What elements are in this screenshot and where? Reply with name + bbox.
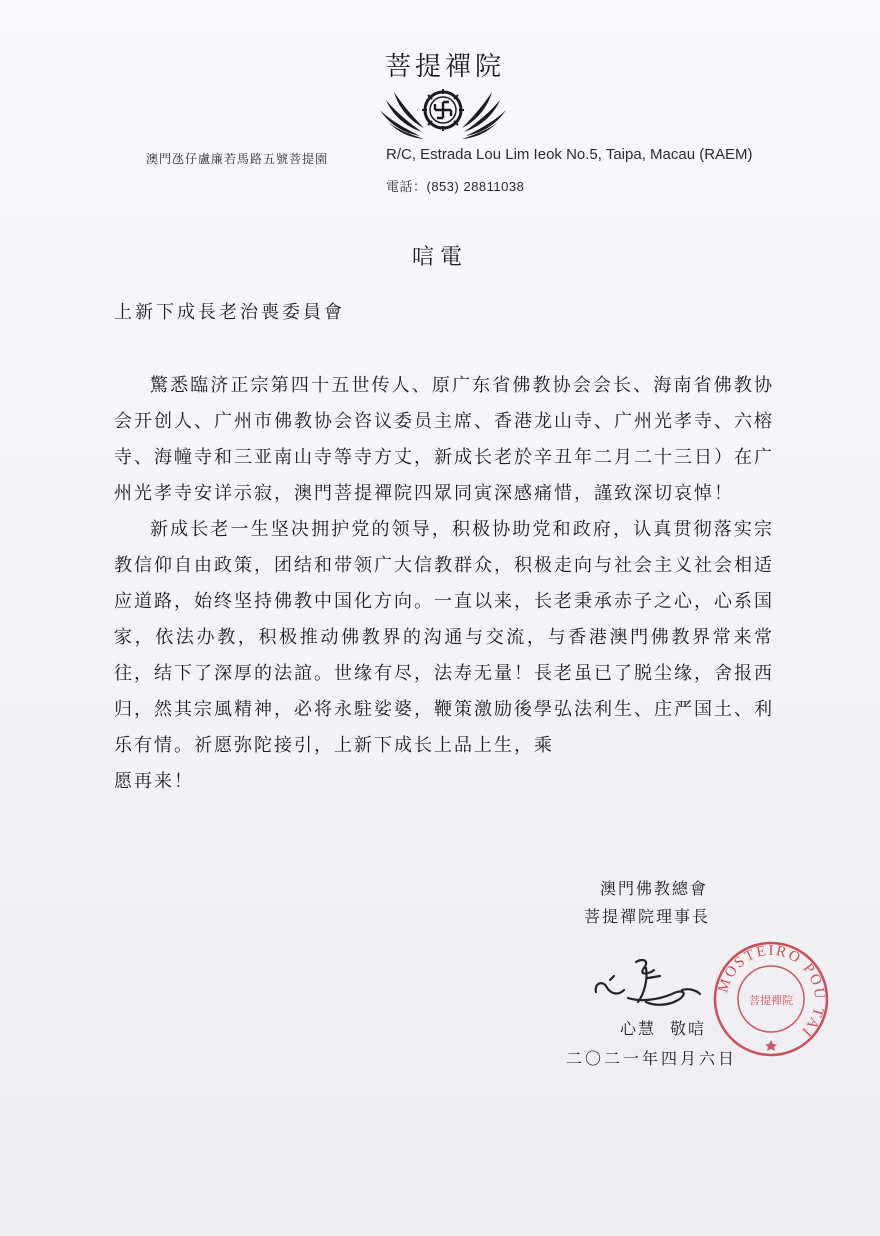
dharma-wheel-icon xyxy=(422,89,464,131)
stamp-outer-text: MOSTEIRO POU TAI xyxy=(715,942,828,1041)
letter-title: 唁電 xyxy=(411,245,468,270)
paragraph-2: 新成长老一生坚决拥护党的领导，积极协助党和政府，认真贯彻落实宗教信仰自由政策，团结和带领广大信教群众，积极走向与社会主义社会相适应道路，始终坚持佛教中国化方向。一直以来，长老秉承赤子之心，心系国家，依法办教，积极推动佛教界的沟通与交流，与香港澳門佛教界常来常往，结下了深厚的法誼。世缘有尽，法寿无量！長老虽已了脱尘缘，舍报西归，然其宗風精神，必将永駐娑婆，鞭策激励後學弘法利生、庄严国土、利乐有情。祈愿弥陀接引，上新下成长上品上生，乘 xyxy=(114,519,774,756)
signer-name-text: 心慧 xyxy=(620,1019,657,1038)
letter-date: 二〇二一年四月六日 xyxy=(566,1049,738,1068)
signer-action: 敬唁 xyxy=(670,1019,707,1038)
temple-logo xyxy=(378,80,508,142)
stamp-star-icon xyxy=(765,1040,777,1051)
org-name: 菩提禪院 xyxy=(384,52,505,82)
signer-name xyxy=(620,1016,706,1039)
paragraph-1: 驚悉臨济正宗第四十五世传人、原广东省佛教协会会长、海南省佛教协会开创人、广州市佛教协会咨议委员主席、香港龙山寺、广州光孝寺、六榕寺、海幢寺和三亚南山寺等寺方丈，新成长老於辛丑年二月二十三日）在广州光孝寺安详示寂，澳門菩提禪院四眾同寅深感痛惜，謹致深切哀悼！ xyxy=(114,375,774,504)
signer-organization: 澳門佛教總會 xyxy=(600,879,709,898)
closing-line: 愿再来！ xyxy=(114,771,194,792)
stamp-inner-text: 菩提禪院 xyxy=(749,994,793,1007)
recipient-line: 上新下成長老治喪委員會 xyxy=(114,302,345,323)
handwritten-signature xyxy=(588,950,708,1020)
signer-title: 菩提禪院理事長 xyxy=(584,907,711,926)
official-seal-stamp xyxy=(712,940,830,1058)
letter-body xyxy=(114,368,774,800)
phone-number: 電話：(853) 28811038 xyxy=(386,179,525,194)
address-chinese: 澳門氹仔盧廉若馬路五號菩提園 xyxy=(146,152,329,166)
address-english: R/C, Estrada Lou Lim Ieok No.5, Taipa, Macau (RAEM) xyxy=(386,146,753,163)
